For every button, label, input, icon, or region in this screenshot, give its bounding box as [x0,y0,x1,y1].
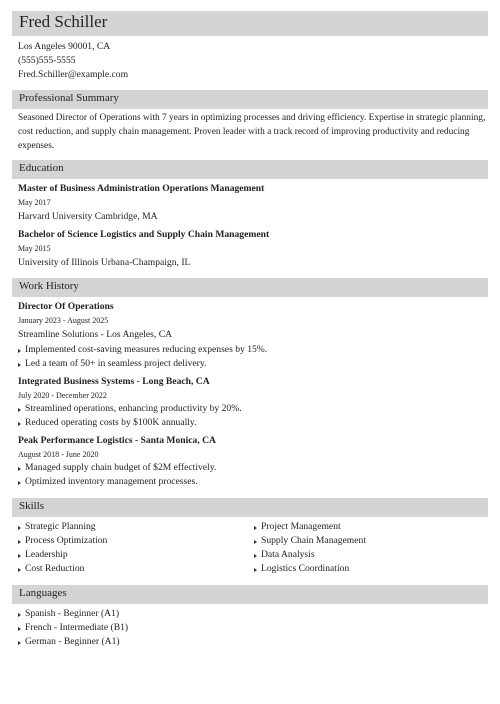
job-bullet: Managed supply chain budget of $2M effectively. [25,462,217,473]
job-company: Streamline Solutions - Los Angeles, CA [18,329,173,340]
languages-heading: Languages [19,587,67,599]
skills-heading: Skills [19,500,45,512]
job-title: Integrated Business Systems - Long Beach, CA [18,376,210,387]
contact-email[interactable]: Fred.Schiller@example.com [18,69,129,80]
summary-text: Seasoned Director of Operations with 7 years in optimizing processes and driving efficiency. Expertise in strategic planning, cost reduction, and supply chain management. Proven leader with a track record of improving productivity and reducing expenses. [18,113,486,151]
skill-item: Logistics Coordination [261,563,350,574]
education-date: May 2017 [18,198,51,207]
education-date: May 2015 [18,244,51,253]
work-section-header [12,278,488,297]
job-bullet: Streamlined operations, enhancing productivity by 20%. [25,403,242,414]
candidate-name: Fred Schiller [19,12,108,31]
education-school: Harvard University Cambridge, MA [18,211,158,222]
language-item: French - Intermediate (B1) [25,622,129,633]
job-title: Peak Performance Logistics - Santa Monica, CA [18,435,216,446]
education-heading: Education [19,162,64,174]
skill-item: Cost Reduction [25,563,85,574]
education-degree: Bachelor of Science Logistics and Supply Chain Management [18,229,270,240]
education-degree: Master of Business Administration Operations Management [18,183,265,194]
job-bullet: Reduced operating costs by $100K annually. [25,417,197,428]
contact-phone: (555)555-5555 [18,55,76,66]
language-item: Spanish - Beginner (A1) [25,608,120,619]
job-date: January 2023 - August 2025 [18,316,109,325]
job-date: August 2018 - June 2020 [18,450,99,459]
skill-item: Strategic Planning [25,521,96,532]
contact-location: Los Angeles 90001, CA [18,41,111,52]
skill-item: Process Optimization [25,535,108,546]
summary-heading: Professional Summary [19,92,119,104]
language-item: German - Beginner (A1) [25,636,120,647]
job-title: Director Of Operations [18,301,114,312]
name-header-bar [12,11,488,36]
job-bullet: Implemented cost-saving measures reducing expenses by 15%. [25,344,268,355]
skill-item: Project Management [261,521,341,532]
skill-item: Leadership [25,549,68,560]
skill-item: Supply Chain Management [261,535,366,546]
education-school: University of Illinois Urbana-Champaign, IL [18,257,191,268]
skill-item: Data Analysis [261,549,315,560]
job-bullet: Optimized inventory management processes. [25,476,198,487]
languages-section-header [12,585,488,604]
work-heading: Work History [19,280,79,292]
job-bullet: Led a team of 50+ in seamless project delivery. [25,358,207,369]
education-section-header [12,160,488,179]
job-date: July 2020 - December 2022 [18,391,107,400]
summary-section-header [12,90,488,109]
skills-section-header [12,498,488,517]
